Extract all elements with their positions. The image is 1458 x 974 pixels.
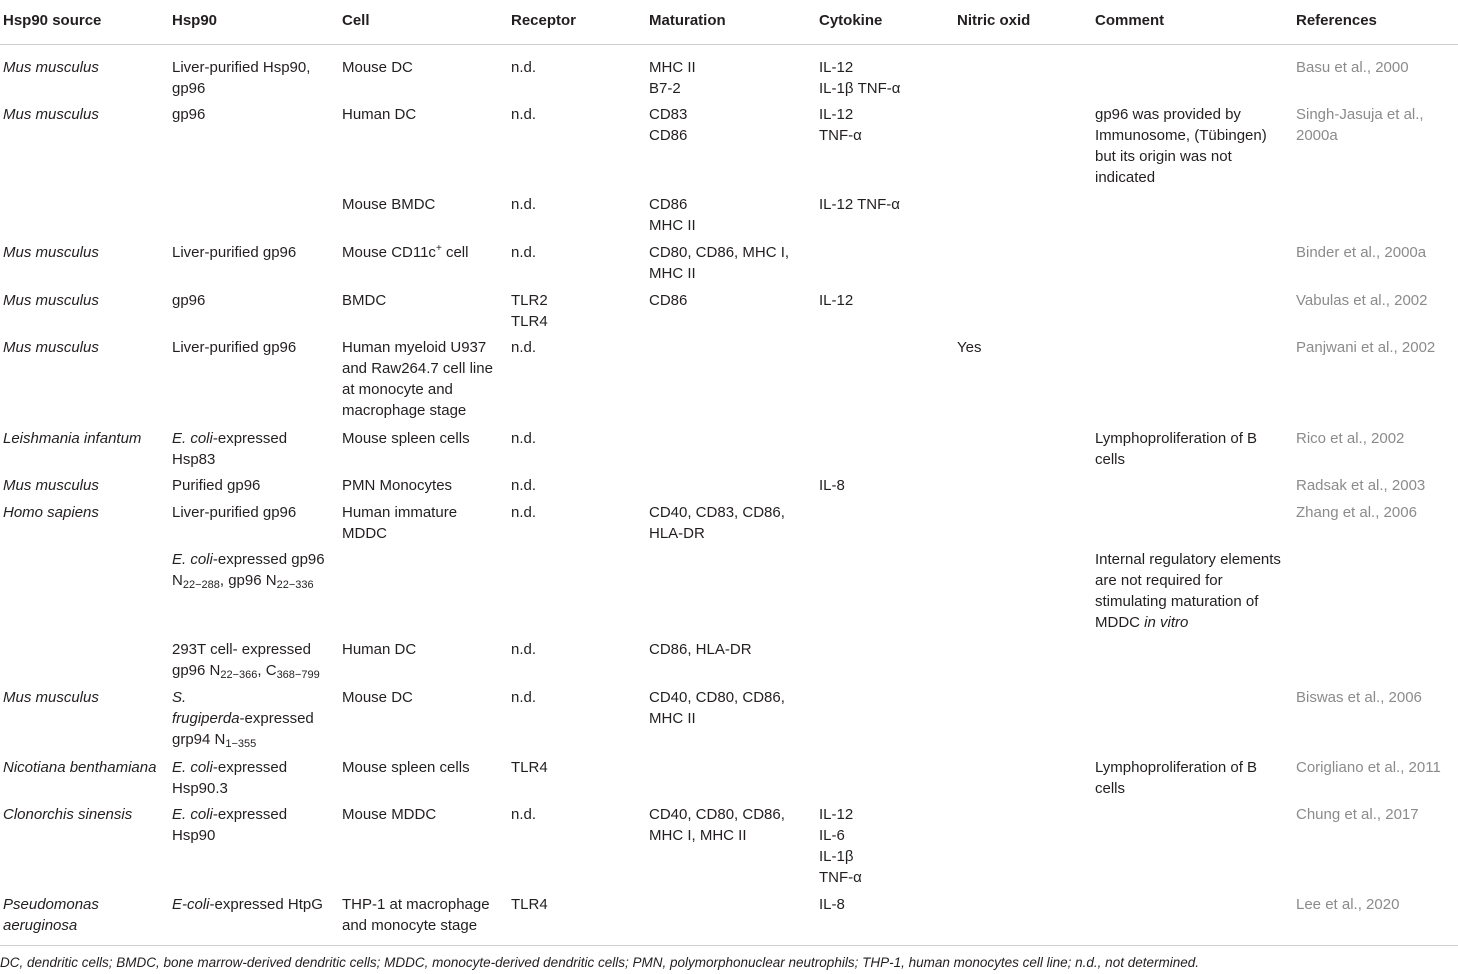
- hsp90-cell: E. coli-expressed gp96 $N_{22-288}$, gp96 $N_{22-336}$: [172, 551, 325, 591]
- cell-type-cell: BMDC: [342, 292, 387, 309]
- receptor-cell: n.d.: [511, 244, 537, 261]
- comment-cell: Internal regulatory elements are not required for stimulating maturation of MDDC in vitro: [1095, 551, 1281, 631]
- source-cell: Homo sapiens: [3, 504, 99, 521]
- hsp90-cell: S. frugiperda-expressed grp94 $N_{1-355}$: [172, 689, 314, 750]
- maturation-cell: CD83 CD86: [649, 106, 688, 144]
- receptor-cell: n.d.: [511, 430, 537, 447]
- cell-type-cell: Mouse CD11c+ cell: [342, 243, 469, 261]
- hsp90-cell: E-coli-expressed HtpG: [172, 896, 323, 913]
- cell-type-cell: Mouse DC: [342, 689, 413, 706]
- cell-type-cell: Human DC: [342, 641, 417, 658]
- maturation-cell: MHC II B7-2: [649, 59, 696, 97]
- cytokine-cell: IL-12: [819, 292, 854, 309]
- hsp90-cell: Purified gp96: [172, 477, 261, 494]
- cytokine-cell: IL-12 IL-6 IL-1β TNF-α: [819, 806, 862, 886]
- receptor-cell: n.d.: [511, 477, 537, 494]
- maturation-cell: CD40, CD83, CD86, HLA-DR: [649, 504, 785, 542]
- header-cell: Cell: [342, 12, 370, 29]
- source-cell: Mus musculus: [3, 292, 99, 309]
- reference-link[interactable]: Panjwani et al., 2002: [1296, 339, 1436, 356]
- reference-link[interactable]: Lee et al., 2020: [1296, 896, 1400, 913]
- receptor-cell: TLR2 TLR4: [511, 292, 548, 330]
- maturation-cell: CD86 MHC II: [649, 196, 696, 234]
- source-cell: Pseudomonas aeruginosa: [3, 896, 99, 934]
- comment-cell: gp96 was provided by Immunosome, (Tübingen) but its origin was not indicated: [1095, 106, 1267, 186]
- nitric-oxid-cell: Yes: [957, 339, 982, 356]
- receptor-cell: n.d.: [511, 806, 537, 823]
- reference-link[interactable]: Zhang et al., 2006: [1296, 504, 1417, 521]
- comment-cell: Lymphoproliferation of B cells: [1095, 430, 1258, 468]
- cell-type-cell: THP-1 at macrophage and monocyte stage: [342, 896, 490, 934]
- receptor-cell: n.d.: [511, 641, 537, 658]
- cell-type-cell: Mouse DC: [342, 59, 413, 76]
- cell-type-cell: Mouse BMDC: [342, 196, 436, 213]
- hsp90-cell: gp96: [172, 292, 206, 309]
- maturation-cell: CD86: [649, 292, 688, 309]
- cell-type-cell: Human DC: [342, 106, 417, 123]
- header-nitric-oxid: Nitric oxid: [957, 12, 1031, 29]
- hsp90-cell: Liver-purified gp96: [172, 244, 297, 261]
- table-footnote: DC, dendritic cells; BMDC, bone marrow-derived dendritic cells; MDDC, monocyte-derived dendritic cells; PMN, polymorphonuclear neutrophils; THP-1, human monocytes cell line; n.d., not determined.: [0, 955, 1199, 970]
- reference-link[interactable]: Basu et al., 2000: [1296, 59, 1409, 76]
- source-cell: Leishmania infantum: [3, 430, 142, 447]
- cytokine-cell: IL-8: [819, 477, 845, 494]
- header-comment: Comment: [1095, 12, 1165, 29]
- cell-type-cell: Mouse spleen cells: [342, 759, 470, 776]
- reference-link[interactable]: Vabulas et al., 2002: [1296, 292, 1428, 309]
- table-header: [0, 0, 1458, 45]
- cell-type-cell: Mouse MDDC: [342, 806, 437, 823]
- source-cell: Mus musculus: [3, 59, 99, 76]
- reference-link[interactable]: Singh-Jasuja et al., 2000a: [1296, 106, 1424, 144]
- receptor-cell: TLR4: [511, 759, 548, 776]
- cytokine-cell: IL-12 IL-1β TNF-α: [819, 59, 901, 97]
- receptor-cell: TLR4: [511, 896, 548, 913]
- table-bottom-rule: [0, 945, 1458, 946]
- reference-link[interactable]: Corigliano et al., 2011: [1296, 759, 1441, 776]
- header-maturation: Maturation: [649, 12, 726, 29]
- header-hsp90: Hsp90: [172, 12, 218, 29]
- receptor-cell: n.d.: [511, 196, 537, 213]
- source-cell: Mus musculus: [3, 244, 99, 261]
- header-receptor: Receptor: [511, 12, 577, 29]
- reference-link[interactable]: Radsak et al., 2003: [1296, 477, 1426, 494]
- source-cell: Clonorchis sinensis: [3, 806, 133, 823]
- header-hsp90-source: Hsp90 source: [3, 12, 102, 29]
- maturation-cell: CD86, HLA-DR: [649, 641, 752, 658]
- comment-cell: Lymphoproliferation of B cells: [1095, 759, 1258, 797]
- cytokine-cell: IL-12 TNF-α: [819, 106, 862, 144]
- receptor-cell: n.d.: [511, 689, 537, 706]
- hsp90-cell: gp96: [172, 106, 206, 123]
- maturation-cell: CD40, CD80, CD86, MHC I, MHC II: [649, 806, 785, 844]
- cell-type-cell: Mouse spleen cells: [342, 430, 470, 447]
- reference-link[interactable]: Binder et al., 2000a: [1296, 244, 1427, 261]
- hsp90-cell: Liver-purified gp96: [172, 504, 297, 521]
- receptor-cell: n.d.: [511, 504, 537, 521]
- hsp90-cell: E. coli-expressed Hsp90.3: [172, 759, 288, 797]
- source-cell: Mus musculus: [3, 339, 99, 356]
- reference-link[interactable]: Chung et al., 2017: [1296, 806, 1419, 823]
- header-references: References: [1296, 12, 1377, 29]
- cell-type-cell: PMN Monocytes: [342, 477, 453, 494]
- source-cell: Nicotiana benthamiana: [3, 759, 157, 776]
- source-cell: Mus musculus: [3, 106, 99, 123]
- maturation-cell: CD80, CD86, MHC I, MHC II: [649, 244, 790, 282]
- hsp90-cell: Liver-purified Hsp90, gp96: [172, 59, 311, 97]
- receptor-cell: n.d.: [511, 339, 537, 356]
- maturation-cell: CD40, CD80, CD86, MHC II: [649, 689, 785, 727]
- reference-link[interactable]: Biswas et al., 2006: [1296, 689, 1422, 706]
- header-cytokine: Cytokine: [819, 12, 883, 29]
- hsp90-cell: E. coli-expressed Hsp90: [172, 806, 288, 844]
- cell-type-cell: Human immature MDDC: [342, 504, 458, 542]
- hsp90-cell: E. coli-expressed Hsp83: [172, 430, 288, 468]
- cell-type-cell: Human myeloid U937 and Raw264.7 cell line at monocyte and macrophage stage: [342, 339, 493, 419]
- receptor-cell: n.d.: [511, 106, 537, 123]
- hsp90-cell: Liver-purified gp96: [172, 339, 297, 356]
- hsp90-cell: 293T cell- expressed gp96 $N_{22-366}$, $C_{368-799}$: [172, 641, 320, 681]
- source-cell: Mus musculus: [3, 689, 99, 706]
- reference-link[interactable]: Rico et al., 2002: [1296, 430, 1405, 447]
- cytokine-cell: IL-12 TNF-α: [819, 196, 900, 213]
- cytokine-cell: IL-8: [819, 896, 845, 913]
- receptor-cell: n.d.: [511, 59, 537, 76]
- source-cell: Mus musculus: [3, 477, 99, 494]
